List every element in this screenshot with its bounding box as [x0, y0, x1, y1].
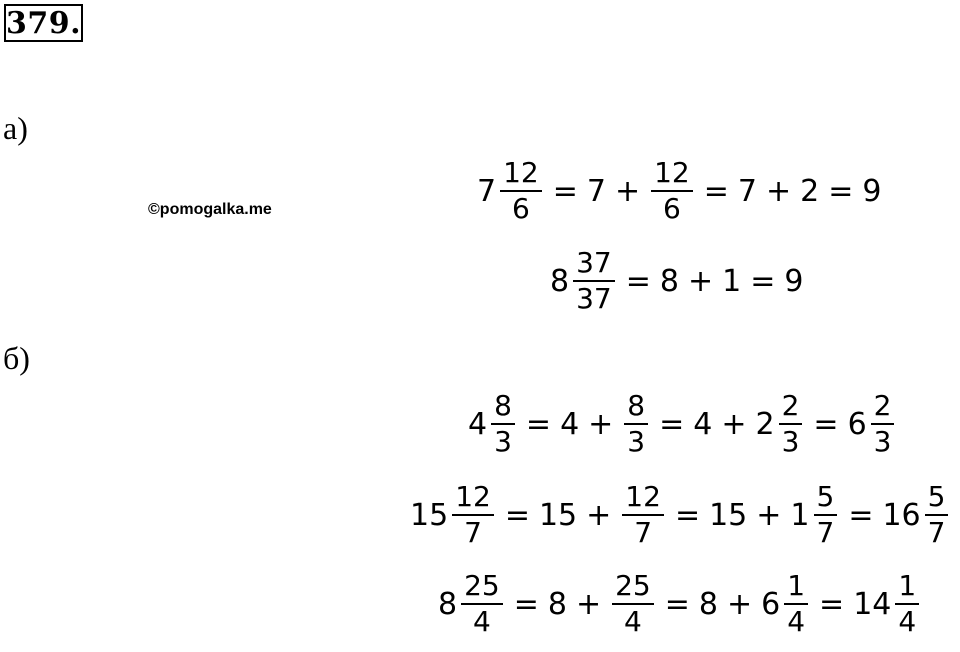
whole-part: 8 [438, 586, 458, 622]
fraction-numerator: 12 [651, 156, 693, 192]
whole-part: 1 [790, 497, 810, 533]
operator: + [588, 406, 614, 442]
fraction [784, 569, 808, 639]
fraction [651, 156, 693, 226]
operator: + [586, 497, 612, 533]
fraction-denominator: 7 [927, 516, 946, 549]
fraction [814, 480, 838, 550]
fraction-numerator: 5 [925, 480, 949, 516]
part-b-label: б) [3, 340, 30, 376]
watermark: ©pomogalka.me [148, 201, 272, 218]
fraction-numerator: 12 [500, 156, 542, 192]
operator: = [625, 263, 651, 299]
mixed-number [790, 480, 839, 550]
number: 9 [862, 173, 882, 209]
number: 15 [709, 497, 748, 533]
number: 8 [698, 586, 718, 622]
fraction-numerator: 37 [573, 246, 615, 282]
number: 1 [722, 263, 742, 299]
fraction [779, 389, 803, 459]
fraction-denominator: 4 [787, 605, 806, 638]
fraction [612, 569, 654, 639]
fraction-numerator: 2 [871, 389, 895, 425]
mixed-number [761, 569, 810, 639]
operator: = [513, 586, 539, 622]
fraction-denominator: 3 [494, 425, 512, 458]
whole-part: 7 [477, 173, 497, 209]
fraction-numerator: 12 [622, 480, 664, 516]
fraction-numerator: 2 [779, 389, 803, 425]
mixed-number [550, 246, 617, 316]
fraction [461, 569, 503, 639]
operator: + [765, 173, 792, 209]
operator: = [659, 406, 685, 442]
whole-part: 15 [410, 497, 449, 533]
fraction-numerator: 5 [814, 480, 838, 516]
mixed-number [853, 569, 921, 639]
fraction [895, 569, 919, 639]
fraction [624, 389, 648, 459]
fraction-numerator: 8 [491, 389, 515, 425]
fraction [925, 480, 949, 550]
equation-b-2 [410, 480, 950, 550]
equation-a-1 [477, 156, 881, 226]
equation-a-2 [550, 246, 803, 316]
problem-number: 379. [5, 5, 82, 41]
fraction-denominator: 7 [634, 516, 653, 549]
fraction-denominator: 3 [873, 425, 892, 458]
number: 15 [538, 497, 578, 533]
operator: + [726, 586, 753, 622]
fraction-denominator: 4 [898, 605, 917, 638]
fraction [491, 389, 515, 459]
number: 2 [800, 173, 820, 209]
fraction-numerator: 1 [895, 569, 919, 605]
number: 7 [737, 173, 757, 209]
operator: + [721, 406, 747, 442]
operator: = [819, 586, 845, 622]
number: 4 [693, 406, 713, 442]
operator: = [552, 173, 578, 209]
fraction-denominator: 6 [663, 192, 681, 225]
fraction-denominator: 37 [576, 282, 612, 315]
number: 9 [784, 263, 804, 299]
fraction [500, 156, 542, 226]
operator: + [614, 173, 641, 209]
mixed-number [848, 389, 897, 459]
mixed-number [438, 569, 505, 639]
fraction-numerator: 25 [461, 569, 503, 605]
fraction-denominator: 6 [512, 192, 530, 225]
number: 8 [659, 263, 679, 299]
operator: = [848, 497, 874, 533]
operator: = [828, 173, 854, 209]
fraction-denominator: 3 [781, 425, 800, 458]
whole-part: 14 [853, 586, 892, 622]
mixed-number [756, 389, 805, 459]
whole-part: 2 [755, 406, 775, 442]
fraction-denominator: 7 [816, 516, 835, 549]
whole-part: 16 [882, 497, 921, 533]
fraction-denominator: 7 [464, 516, 482, 549]
fraction-numerator: 25 [612, 569, 654, 605]
operator: = [664, 586, 690, 622]
mixed-number [468, 389, 517, 459]
operator: = [674, 497, 701, 533]
fraction-numerator: 8 [624, 389, 648, 425]
operator: = [525, 406, 552, 442]
operator: + [756, 497, 782, 533]
number: 7 [586, 173, 606, 209]
operator: + [687, 263, 714, 299]
whole-part: 8 [550, 263, 570, 299]
whole-part: 6 [761, 586, 781, 622]
fraction [871, 389, 895, 459]
operator: + [575, 586, 602, 622]
fraction [452, 480, 494, 550]
mixed-number [882, 480, 950, 550]
equation-b-3 [438, 569, 921, 639]
fraction-denominator: 4 [473, 605, 491, 638]
operator: = [703, 173, 729, 209]
number: 4 [560, 406, 580, 442]
mixed-number [477, 156, 544, 226]
operator: = [750, 263, 776, 299]
operator: = [504, 497, 530, 533]
fraction-denominator: 3 [627, 425, 646, 458]
fraction [622, 480, 664, 550]
mixed-number [410, 480, 496, 550]
fraction [573, 246, 615, 316]
whole-part: 6 [847, 406, 867, 442]
equation-b-1 [468, 389, 896, 459]
whole-part: 4 [468, 406, 488, 442]
fraction-numerator: 12 [452, 480, 494, 516]
fraction-denominator: 4 [624, 605, 642, 638]
number: 8 [547, 586, 567, 622]
operator: = [813, 406, 839, 442]
part-a-label: а) [3, 110, 28, 146]
fraction-numerator: 1 [784, 569, 808, 605]
